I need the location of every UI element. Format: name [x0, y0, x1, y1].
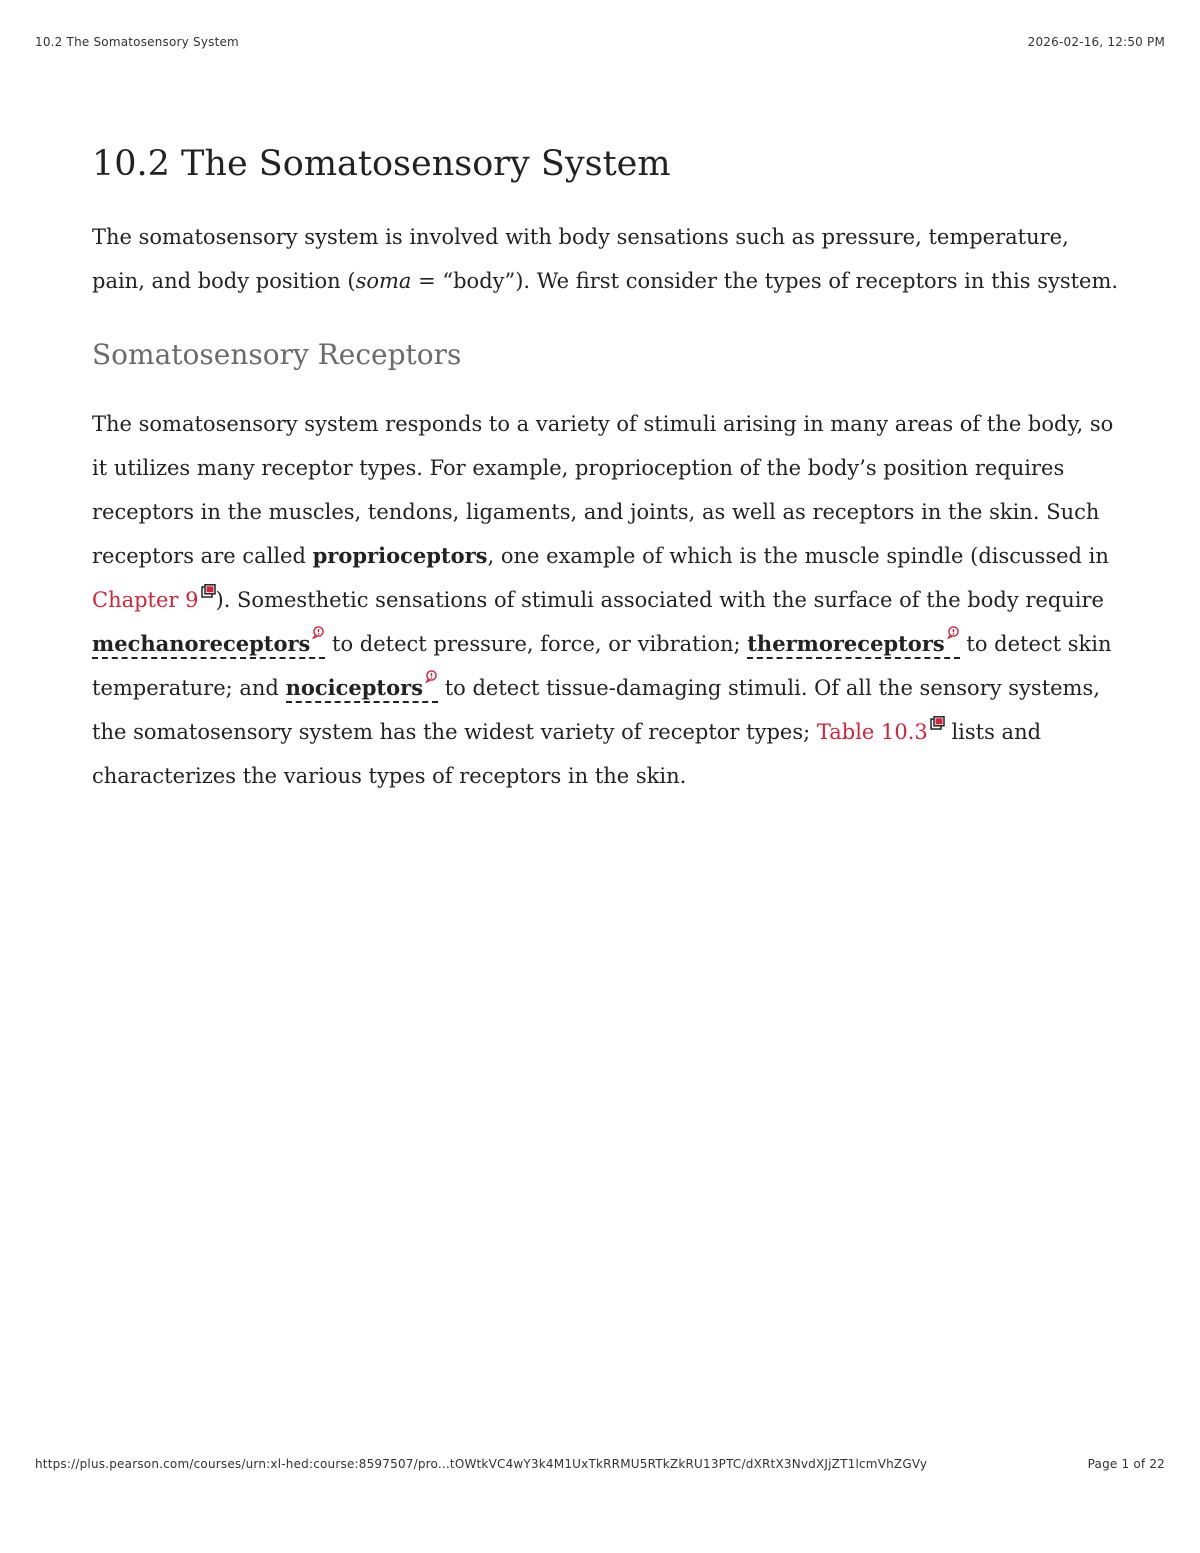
glossary-term-nociceptors[interactable] — [286, 675, 438, 703]
body-paragraph — [92, 402, 1122, 798]
body-text-4: to detect pressure, force, or vibration; — [325, 632, 748, 656]
term-proprioceptors: proprioceptors — [312, 543, 488, 568]
body-text-5: to detect skin temperature; and — [92, 632, 1112, 700]
glossary-icon — [425, 670, 438, 683]
section-heading: Somatosensory Receptors — [92, 338, 462, 371]
glossary-icon — [947, 626, 960, 639]
chapter-9-link[interactable] — [92, 588, 216, 612]
table-10-3-link-label: Table 10.3 — [816, 720, 928, 744]
body-text-6: to detect tissue-damaging stimuli. Of all the sensory systems, the somatosensory system has the widest variety of receptor types; — [92, 676, 1100, 744]
intro-text-1: The somatosensory system is involved with body sensations such as pressure, temperature, pain, and body position ( — [92, 225, 1069, 293]
intro-paragraph — [92, 215, 1122, 303]
external-link-icon — [930, 716, 945, 730]
glossary-term-thermoreceptors-label: thermoreceptors — [747, 631, 945, 656]
body-text-2: , one example of which is the muscle spindle (discussed in — [487, 544, 1109, 568]
print-footer-url: https://plus.pearson.com/courses/urn:xl-hed:course:8597507/pro...tOWtkVC4wY3k4M1UxTkRRMU5RTkZkRU13PTC/dXRtX3NvdXJjZT1lcmVhZGVy — [35, 1457, 928, 1471]
intro-text-2: = “body”). We first consider the types of receptors in this system. — [411, 269, 1119, 293]
body-text-3: ). Somesthetic sensations of stimuli associated with the surface of the body require — [215, 588, 1104, 612]
glossary-term-thermoreceptors[interactable] — [747, 631, 959, 659]
print-header-title: 10.2 The Somatosensory System — [35, 35, 239, 49]
glossary-term-nociceptors-label: nociceptors — [285, 675, 424, 700]
intro-emphasis-soma: soma — [355, 269, 412, 293]
print-header-datetime: 2026-02-16, 12:50 PM — [1027, 35, 1165, 49]
page-title: 10.2 The Somatosensory System — [92, 144, 671, 184]
glossary-term-mechanoreceptors-label: mechanoreceptors — [92, 631, 311, 656]
print-footer-page-number: Page 1 of 22 — [1087, 1457, 1165, 1471]
glossary-icon — [312, 626, 325, 639]
body-text-7: lists and characterizes the various types of receptors in the skin. — [92, 720, 1042, 788]
table-10-3-link[interactable] — [817, 720, 945, 744]
chapter-9-link-label: Chapter 9 — [92, 588, 199, 612]
body-text-1: The somatosensory system responds to a variety of stimuli arising in many areas of the body, so it utilizes many receptor types. For example, proprioception of the body’s position requires receptors in the muscles, tendons, ligaments, and joints, as well as receptors in the skin. Such receptors are called — [92, 412, 1114, 568]
document-content — [92, 140, 1122, 798]
external-link-icon — [201, 584, 216, 598]
glossary-term-mechanoreceptors[interactable] — [92, 631, 325, 659]
